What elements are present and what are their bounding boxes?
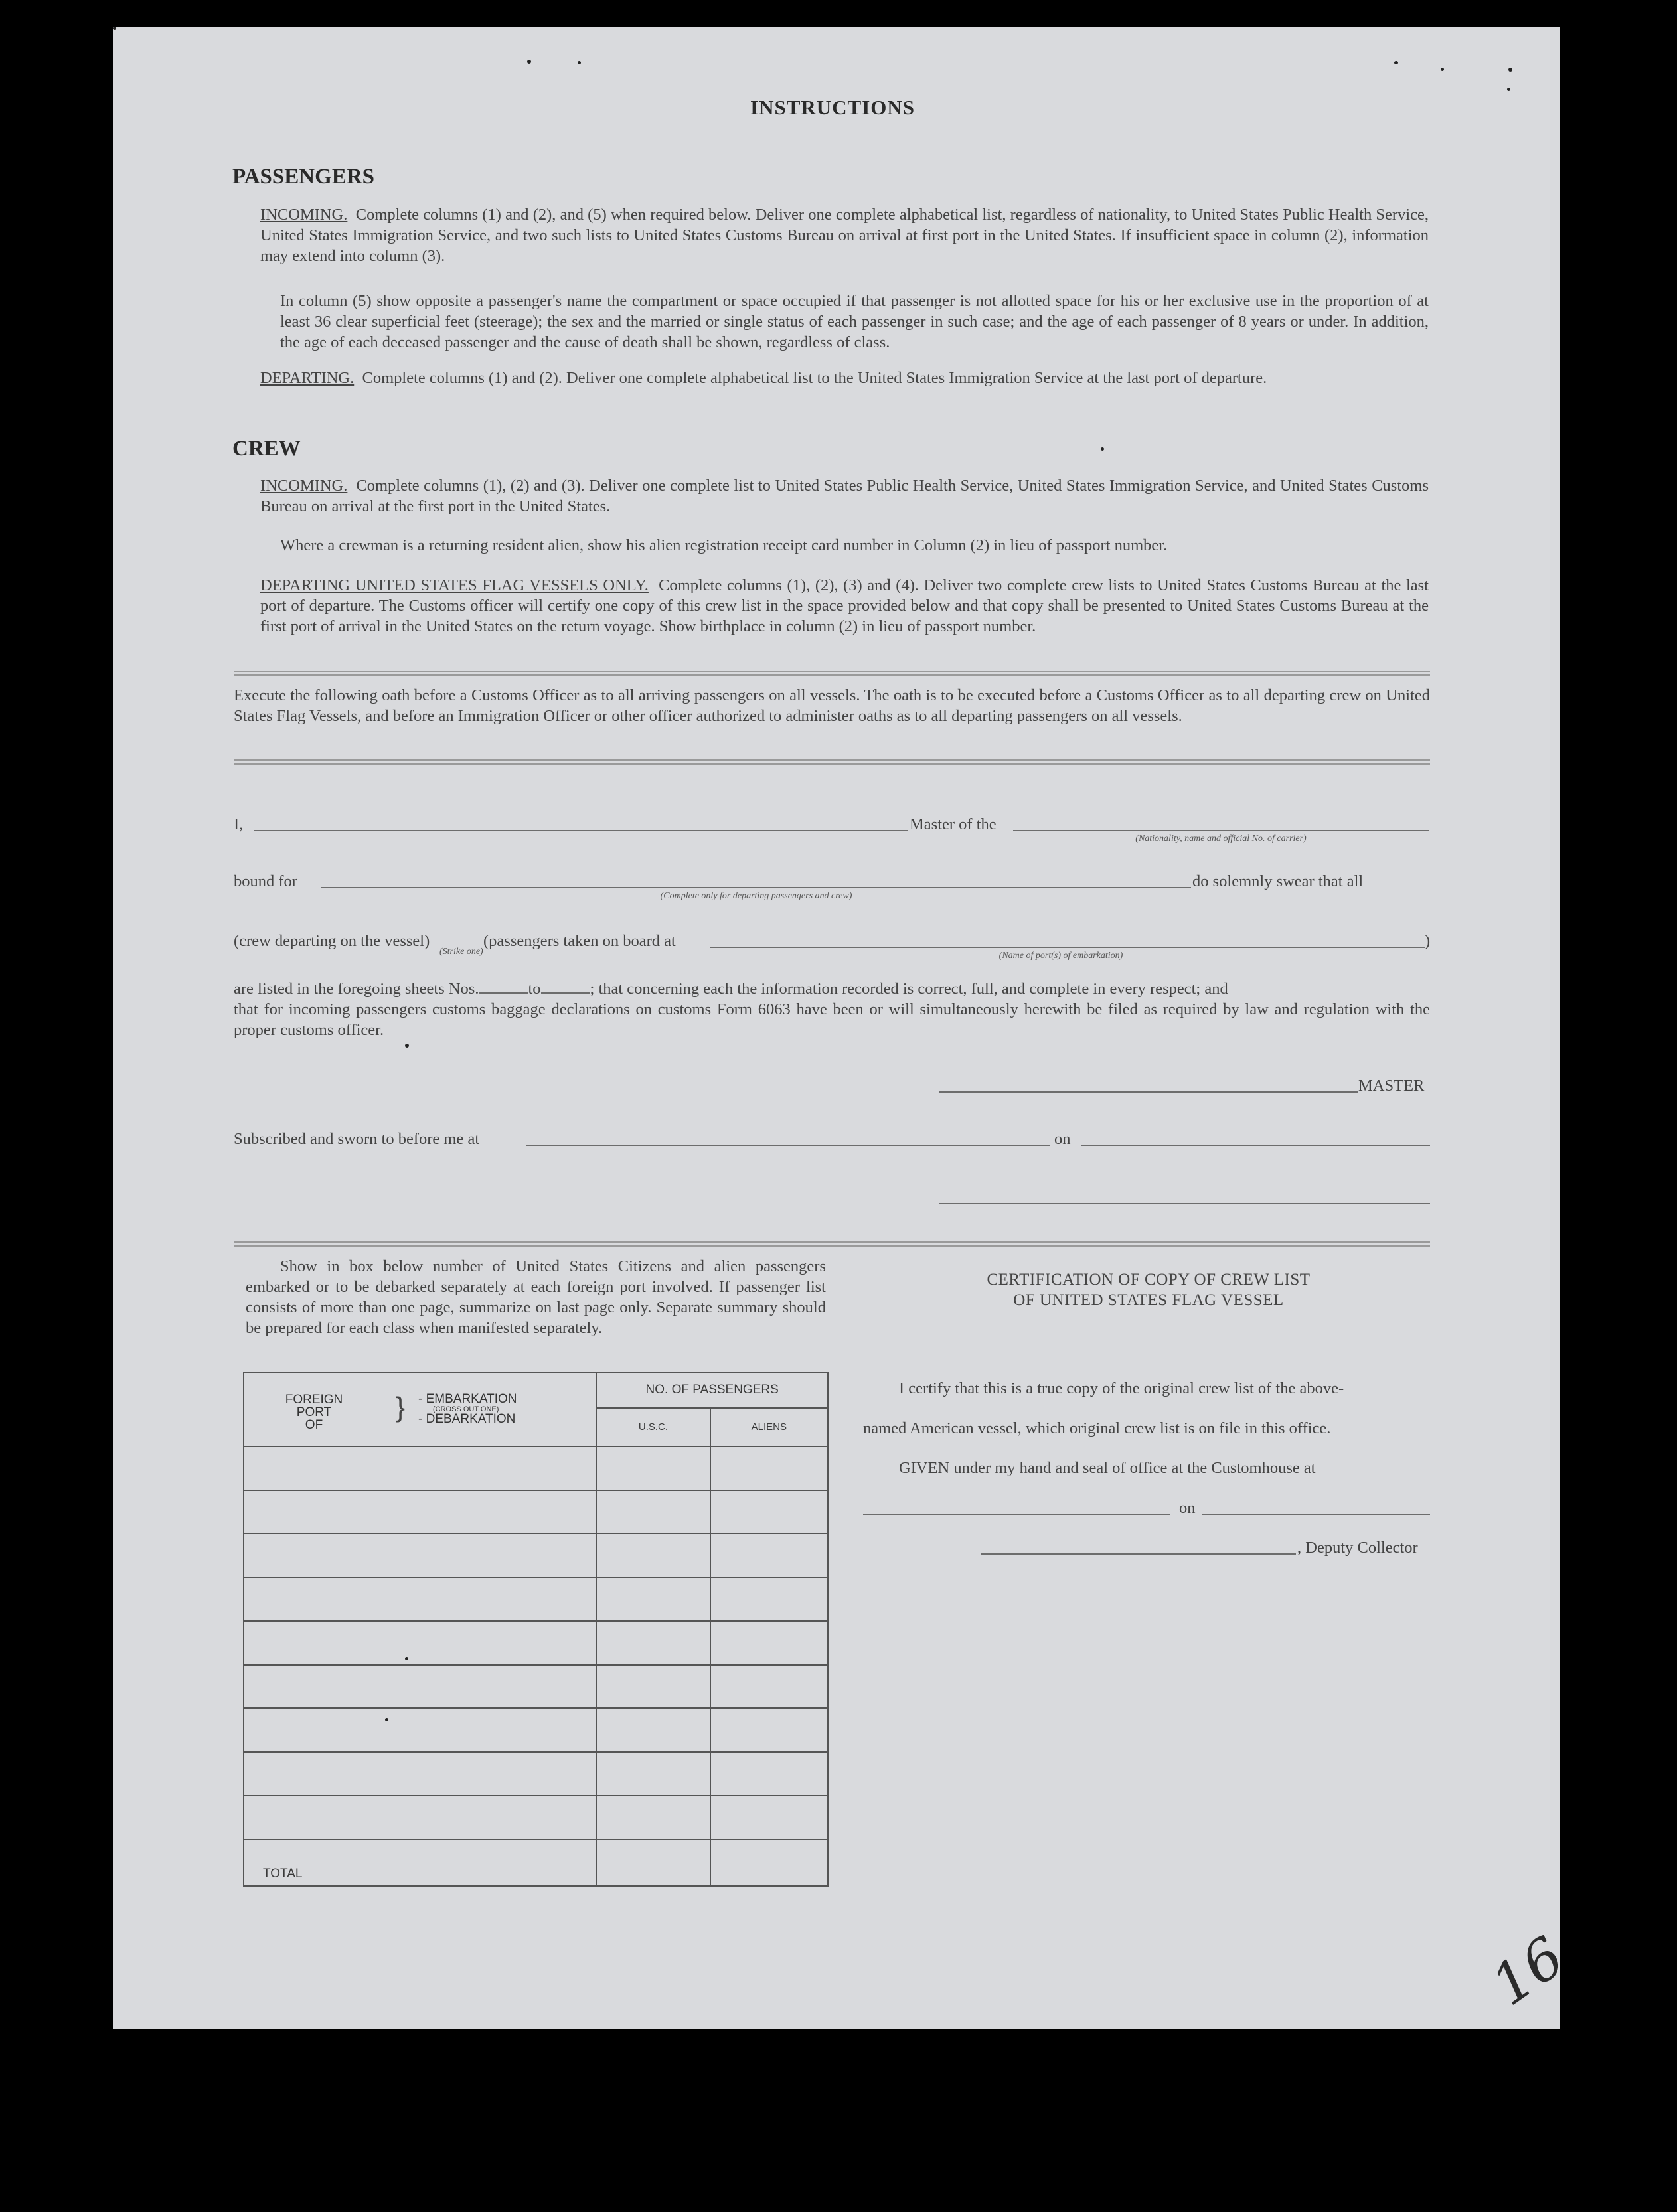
crew-incoming-text: Complete columns (1), (2) and (3). Deliver one complete list to United States Public Health Service, United States Immigration Service, and United States Customs Bureau on arrival at the first port in the United States.: [260, 477, 1429, 515]
bound-for-label: bound for: [234, 872, 297, 890]
subscribed-place-line: [526, 1145, 1050, 1146]
listed-text-2: ; that concerning each the information recorded is correct, full, and complete in every respect; and: [590, 980, 1228, 998]
oath-i-label: I,: [234, 815, 244, 833]
name-line: [254, 830, 908, 831]
port-cell[interactable]: [244, 1621, 596, 1665]
passengers-incoming-label: INCOMING.: [260, 206, 348, 224]
certification-text-3: GIVEN under my hand and seal of office at the Customhouse at: [899, 1459, 1316, 1477]
usc-cell[interactable]: [596, 1796, 710, 1840]
carrier-caption: (Nationality, name and official No. of carrier): [1135, 834, 1307, 844]
listed-line-1: [234, 979, 1430, 999]
passengers-departing-paragraph: [260, 368, 1429, 388]
deputy-signature-line: [981, 1553, 1296, 1555]
certification-text-2: named American vessel, which original crew list is on file in this office.: [863, 1419, 1331, 1437]
certification-title-line-2: OF UNITED STATES FLAG VESSEL: [1013, 1291, 1284, 1309]
crew-resident-paragraph: Where a crewman is a returning resident alien, show his alien registration receipt card number in Column (2) in lieu of passport number.: [280, 536, 1168, 554]
usc-header: U.S.C.: [596, 1408, 710, 1447]
master-label: MASTER: [1358, 1077, 1425, 1095]
close-paren: ): [1425, 932, 1431, 950]
embarkation-port-line: [710, 947, 1425, 948]
passengers-taken-option: (passengers taken on board at: [483, 932, 676, 950]
aliens-cell[interactable]: [710, 1796, 828, 1840]
crew-departing-option: (crew departing on the vessel): [234, 932, 430, 950]
handwritten-page-number: 16: [1480, 1924, 1576, 2018]
speck: [405, 1044, 409, 1048]
certification-text-1: I certify that this is a true copy of the original crew list of the above-: [899, 1380, 1344, 1397]
port-caption: (Name of port(s) of embarkation): [998, 951, 1123, 961]
port-cell[interactable]: [244, 1577, 596, 1621]
no-passengers-header: NO. OF PASSENGERS: [596, 1372, 828, 1408]
divider-rule: [234, 1241, 1430, 1247]
divider-rule: [234, 759, 1430, 765]
passengers-incoming-paragraph: [260, 204, 1429, 266]
form-page: [113, 27, 1576, 2029]
foreign-label: FOREIGN: [285, 1392, 343, 1407]
aliens-cell[interactable]: [710, 1665, 828, 1709]
officer-signature-line: [939, 1203, 1430, 1204]
aliens-cell[interactable]: [710, 1490, 828, 1534]
deputy-collector-label: , Deputy Collector: [1297, 1539, 1418, 1557]
do-swear-label: do solemnly swear that all: [1192, 872, 1364, 890]
crew-heading: CREW: [232, 437, 301, 461]
aliens-cell[interactable]: [710, 1534, 828, 1577]
of-label: OF: [305, 1417, 323, 1432]
master-of-label: Master of the: [910, 815, 997, 833]
port-cell[interactable]: [244, 1665, 596, 1709]
usc-cell[interactable]: [596, 1534, 710, 1577]
master-signature-line: [939, 1091, 1358, 1093]
usc-cell[interactable]: [596, 1708, 710, 1752]
crew-departing-paragraph: [260, 575, 1429, 637]
passengers-departing-label: DEPARTING.: [260, 369, 355, 387]
port-cell[interactable]: [244, 1708, 596, 1752]
carrier-line: [1013, 830, 1429, 831]
divider-rule: [234, 671, 1430, 676]
speck: [1508, 68, 1512, 72]
complete-caption: (Complete only for departing passengers and crew): [660, 891, 852, 901]
subscribed-on-label: on: [1054, 1130, 1071, 1148]
speck: [1441, 68, 1444, 71]
debarkation-label: - DEBARKATION: [418, 1411, 516, 1426]
bound-for-line: [321, 887, 1191, 888]
subscribed-label: Subscribed and sworn to before me at: [234, 1130, 480, 1148]
subscribed-date-line: [1081, 1145, 1430, 1146]
page-title: INSTRUCTIONS: [750, 96, 916, 119]
embarkation-label: - EMBARKATION: [418, 1391, 517, 1406]
usc-cell[interactable]: [596, 1490, 710, 1534]
passenger-summary-table: FOREIGN PORT OF } - EMBARKATION (CROSS OUT ONE) - DEBARKATION NO. OF PASSENGERS U.S.C. ALIENS TOTAL: [243, 1372, 829, 1887]
total-label: TOTAL: [244, 1840, 596, 1886]
speck: [1101, 447, 1104, 451]
listed-line-2: that for incoming passengers customs baggage declarations on customs Form 6063 have been or will simultaneously herewith be filed as required by law and regulation with the proper customs officer.: [234, 1000, 1430, 1039]
port-cell[interactable]: [244, 1796, 596, 1840]
usc-cell[interactable]: [596, 1577, 710, 1621]
aliens-cell[interactable]: [710, 1708, 828, 1752]
certification-title: [863, 1269, 1434, 1310]
certification-on-label: on: [1179, 1499, 1196, 1517]
certification-date-line: [1202, 1514, 1430, 1515]
crew-incoming-label: INCOMING.: [260, 477, 348, 495]
to-label: to: [528, 980, 541, 998]
passengers-departing-text: Complete columns (1) and (2). Deliver one complete alphabetical list to the United States Immigration Service at the last port of departure.: [362, 369, 1267, 387]
total-usc-cell[interactable]: [596, 1840, 710, 1886]
speck: [578, 61, 581, 64]
port-cell[interactable]: [244, 1447, 596, 1490]
passengers-column5-paragraph: In column (5) show opposite a passenger's name the compartment or space occupied if that passenger is not allotted space for his or her exclusive use in the proportion of at least 36 clear superficial feet (steerage); the sex and the married or single status of each passenger in such case; and the age of each passenger of 8 years or under. In addition, the age of each deceased passenger and the cause of death shall be shown, regardless of class.: [280, 292, 1429, 351]
port-label: PORT: [296, 1405, 332, 1419]
speck: [385, 1718, 388, 1721]
cross-out-label: (CROSS OUT ONE): [433, 1405, 499, 1413]
crew-departing-label: DEPARTING UNITED STATES FLAG VESSELS ONLY.: [260, 576, 649, 594]
aliens-cell[interactable]: [710, 1752, 828, 1796]
aliens-cell[interactable]: [710, 1577, 828, 1621]
speck: [405, 1657, 408, 1660]
strike-one-caption: (Strike one): [439, 947, 483, 957]
speck: [1507, 88, 1510, 91]
total-aliens-cell[interactable]: [710, 1840, 828, 1886]
speck: [527, 60, 531, 64]
listed-text-1: are listed in the foregoing sheets Nos.: [234, 980, 479, 998]
speck: [1394, 61, 1398, 64]
aliens-header: ALIENS: [710, 1408, 828, 1447]
customhouse-line: [863, 1514, 1170, 1515]
certification-title-line-1: CERTIFICATION OF COPY OF CREW LIST: [987, 1271, 1311, 1289]
port-cell[interactable]: [244, 1534, 596, 1577]
port-cell[interactable]: [244, 1752, 596, 1796]
crew-incoming-paragraph: [260, 475, 1429, 516]
port-cell[interactable]: [244, 1490, 596, 1534]
passengers-incoming-text: Complete columns (1) and (2), and (5) when required below. Deliver one complete alphabetical list, regardless of nationality, to United States Public Health Service, United States Immigration Service, and two such lists to United States Customs Bureau on arrival at first port in the United States. If insufficient space in column (2), information may extend into column (3).: [260, 206, 1429, 265]
passengers-heading: PASSENGERS: [232, 165, 374, 189]
aliens-cell[interactable]: [710, 1447, 828, 1490]
crew-departing-text: Complete columns (1), (2), (3) and (4). Deliver two complete crew lists to United States Customs Bureau at the last port of departure. The Customs officer will certify one copy of this crew list in the space provided below and that copy shall be presented to United States Customs Bureau at the first port of arrival in the United States on the return voyage. Show birthplace in column (2) in lieu of passport number.: [260, 576, 1429, 635]
usc-cell[interactable]: [596, 1752, 710, 1796]
oath-intro-paragraph: Execute the following oath before a Customs Officer as to all arriving passengers on all vessels. The oath is to be executed before a Customs Officer as to all departing crew on United States Flag Vessels, and before an Immigration Officer or other officer authorized to administer oaths as to all departing passengers on all vessels.: [234, 686, 1430, 725]
usc-cell[interactable]: [596, 1447, 710, 1490]
aliens-cell[interactable]: [710, 1621, 828, 1665]
usc-cell[interactable]: [596, 1621, 710, 1665]
usc-cell[interactable]: [596, 1665, 710, 1709]
speck: [113, 27, 116, 30]
summary-instructions: Show in box below number of United States Citizens and alien passengers embarked or to be debarked separately at each foreign port involved. If passenger list consists of more than one page, summarize on last page only. Separate summary should be prepared for each class when manifested separately.: [246, 1257, 826, 1337]
